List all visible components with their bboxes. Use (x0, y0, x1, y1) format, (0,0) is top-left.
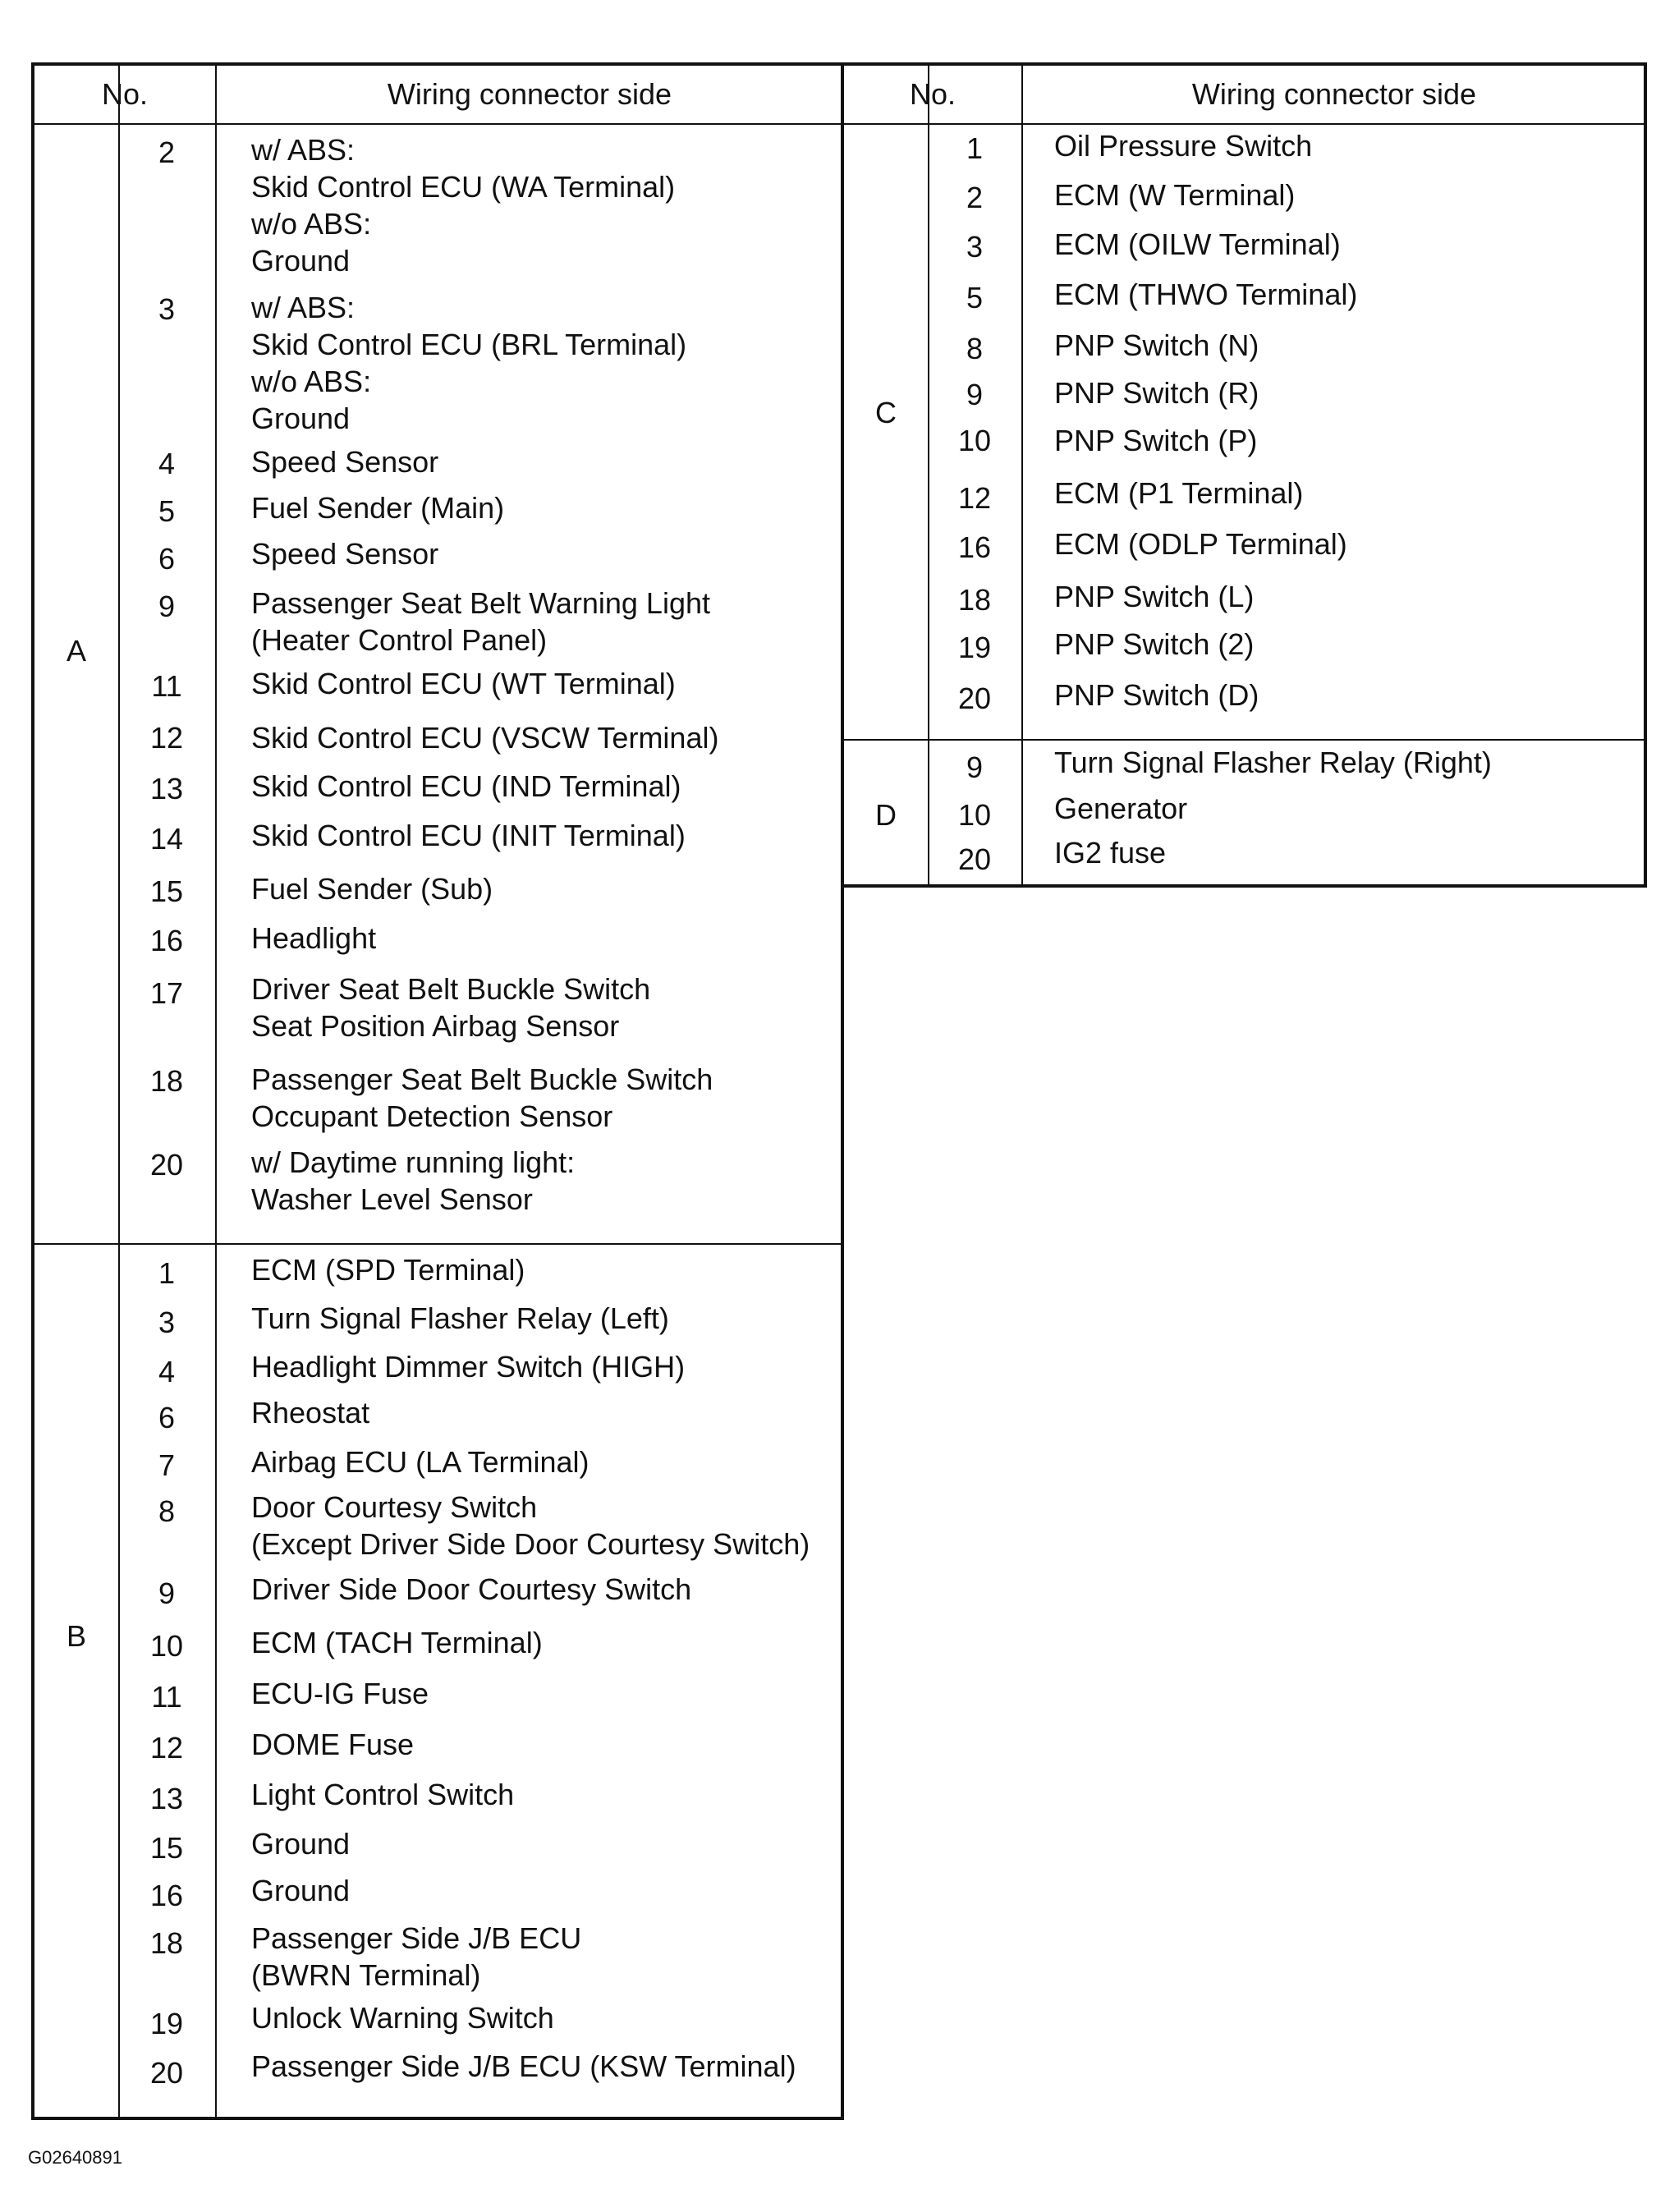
group-label-c: C (875, 396, 897, 429)
pin-number: 13 (149, 772, 184, 805)
pin-number: 10 (957, 798, 992, 832)
header-wiring-connector-side: Wiring connector side (387, 77, 672, 111)
connector-description: PNP Switch (N) (1054, 328, 1259, 362)
pin-number: 13 (149, 1782, 184, 1815)
pin-number: 19 (149, 2007, 184, 2040)
pin-number: 18 (149, 1926, 184, 1960)
connector-description: Headlight Dimmer Switch (HIGH) (251, 1350, 686, 1384)
group-label-b: B (66, 1619, 86, 1653)
connector-description: Rheostat (251, 1396, 370, 1430)
figure-code: G02640891 (28, 2147, 122, 2168)
pin-number-column (118, 66, 215, 2117)
connector-description: ECM (TACH Terminal) (251, 1626, 543, 1659)
pin-number: 9 (158, 1576, 176, 1610)
divider-no-col (215, 66, 217, 2117)
connector-description: Passenger Seat Belt Warning Light (Heater Control Panel) (251, 586, 710, 657)
connector-description: PNP Switch (P) (1054, 424, 1258, 457)
pin-number: 18 (957, 583, 992, 617)
connector-description: Fuel Sender (Sub) (251, 872, 493, 906)
pin-number: 16 (957, 530, 992, 564)
header-wiring-connector-side: Wiring connector side (1191, 77, 1477, 111)
connector-description: Speed Sensor (251, 445, 439, 479)
connector-description: Unlock Warning Switch (251, 2001, 554, 2035)
header-no: No. (101, 77, 149, 111)
connector-description: Skid Control ECU (IND Terminal) (251, 769, 681, 803)
pin-number: 19 (957, 631, 992, 664)
pin-number: 15 (149, 874, 184, 908)
connector-description: Headlight (251, 921, 377, 955)
connector-description: Ground (251, 1827, 351, 1861)
connector-description: PNP Switch (R) (1054, 376, 1259, 410)
group-label-d: D (875, 798, 897, 832)
connector-description: PNP Switch (D) (1054, 678, 1259, 712)
connector-description: ECM (THWO Terminal) (1054, 278, 1358, 311)
pin-number: 18 (149, 1064, 184, 1098)
connector-description: ECM (OILW Terminal) (1054, 227, 1341, 261)
connector-description: ECM (P1 Terminal) (1054, 476, 1304, 510)
pin-number-column (928, 66, 1021, 884)
connector-description: Passenger Side J/B ECU (BWRN Terminal) (251, 1921, 582, 1992)
connector-description: Speed Sensor (251, 537, 439, 571)
connector-description: Skid Control ECU (WT Terminal) (251, 667, 676, 700)
pin-number: 14 (149, 822, 184, 856)
connector-description: ECM (W Terminal) (1054, 178, 1296, 212)
description-column (251, 66, 842, 2117)
connector-description: Skid Control ECU (INIT Terminal) (251, 819, 686, 852)
pin-number: 12 (149, 1731, 184, 1765)
connector-description: PNP Switch (L) (1054, 580, 1255, 613)
description-column (1054, 66, 1645, 884)
pin-number: 8 (966, 332, 984, 365)
connector-description: Door Courtesy Switch (Except Driver Side Door Courtesy Switch) (251, 1490, 810, 1561)
connector-description: PNP Switch (2) (1054, 627, 1255, 661)
group-label-a: A (66, 634, 86, 668)
pin-number: 7 (158, 1448, 176, 1482)
pin-number: 4 (158, 1355, 176, 1388)
connector-description: Driver Seat Belt Buckle Switch Seat Position Airbag Sensor (251, 972, 651, 1043)
pin-number: 9 (966, 378, 984, 411)
pin-number: 20 (957, 842, 992, 876)
pin-number: 6 (158, 1401, 176, 1434)
pin-number: 11 (151, 1680, 182, 1714)
pin-number: 2 (966, 181, 984, 214)
connector-description: Airbag ECU (LA Terminal) (251, 1445, 589, 1479)
pin-number: 3 (158, 1306, 176, 1339)
pin-number: 16 (149, 924, 184, 957)
connector-description: Turn Signal Flasher Relay (Right) (1054, 746, 1492, 779)
connector-description: Generator (1054, 792, 1188, 825)
connector-description: DOME Fuse (251, 1728, 415, 1761)
divider-no-col (1021, 66, 1023, 884)
pin-number: 17 (149, 976, 184, 1010)
pin-number: 1 (158, 1256, 176, 1290)
pin-number: 16 (149, 1879, 184, 1912)
pin-number: 20 (149, 1148, 184, 1182)
pin-number: 3 (966, 230, 984, 264)
connector-description: Passenger Seat Belt Buckle Switch Occupant Detection Sensor (251, 1062, 713, 1133)
pin-number: 10 (149, 1629, 184, 1663)
connector-description: Passenger Side J/B ECU (KSW Terminal) (251, 2049, 796, 2083)
pin-number: 4 (158, 447, 176, 480)
pin-number: 5 (966, 281, 984, 314)
connector-description: Fuel Sender (Main) (251, 491, 505, 525)
pin-number: 3 (158, 292, 176, 326)
pin-number: 9 (966, 750, 984, 784)
header-no: No. (909, 77, 956, 111)
pin-number: 1 (966, 131, 984, 165)
pin-number: 5 (158, 494, 176, 528)
connector-description: w/ ABS: Skid Control ECU (BRL Terminal) w/o ABS: Ground (251, 291, 687, 435)
pin-number: 20 (149, 2056, 184, 2090)
connector-description: Oil Pressure Switch (1054, 129, 1313, 163)
connector-description: ECM (ODLP Terminal) (1054, 527, 1347, 561)
pin-number: 2 (158, 135, 176, 169)
connector-description: Skid Control ECU (VSCW Terminal) (251, 721, 719, 755)
connector-description: IG2 fuse (1054, 836, 1167, 870)
connector-description: Light Control Switch (251, 1778, 515, 1811)
connector-description: w/ ABS: Skid Control ECU (WA Terminal) w/o ABS: Ground (251, 133, 676, 278)
pin-number: 10 (957, 424, 992, 457)
connector-description: w/ Daytime running light: Washer Level Sensor (251, 1145, 576, 1216)
connector-table-left (31, 62, 844, 2120)
connector-description: ECM (SPD Terminal) (251, 1253, 525, 1287)
connector-description: Turn Signal Flasher Relay (Left) (251, 1301, 669, 1335)
connector-description: Ground (251, 1874, 351, 1907)
connector-description: Driver Side Door Courtesy Switch (251, 1572, 692, 1606)
pin-number: 15 (149, 1831, 184, 1865)
pin-number: 9 (158, 590, 176, 623)
pin-number: 20 (957, 681, 992, 715)
connector-description: ECU-IG Fuse (251, 1677, 429, 1710)
connector-table-right (841, 62, 1647, 888)
pin-number: 12 (957, 481, 992, 515)
pin-number: 12 (149, 721, 184, 755)
pin-number: 6 (158, 542, 176, 576)
pin-number: 11 (151, 669, 182, 703)
pin-number: 8 (158, 1494, 176, 1528)
